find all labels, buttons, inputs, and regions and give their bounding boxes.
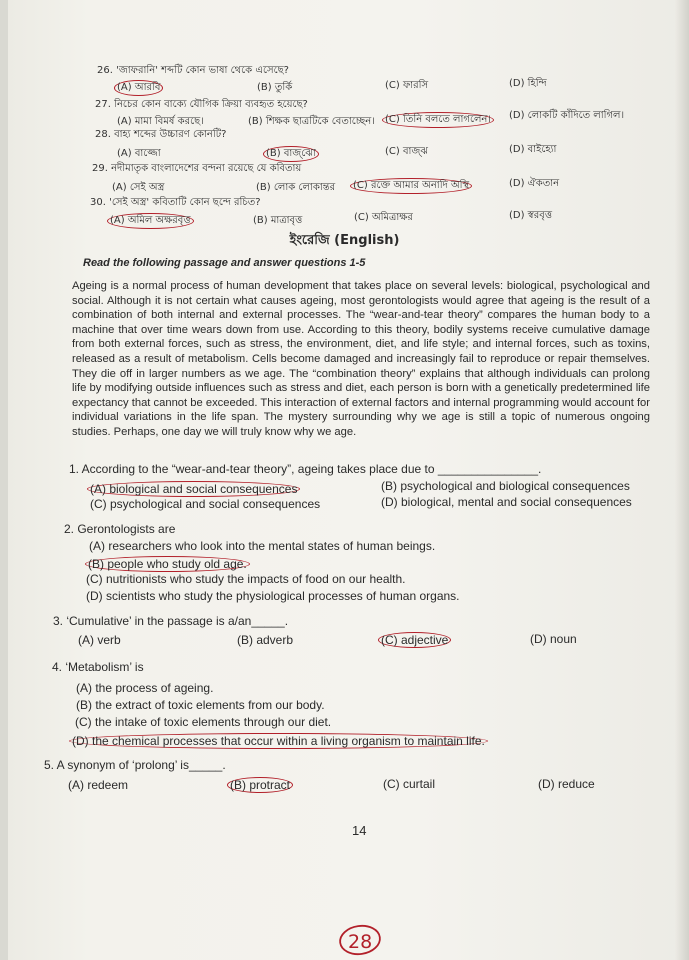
q2-option-b: (B) people who study old age.: [88, 556, 250, 572]
q26-option-a: (A) আরবি: [117, 80, 163, 96]
q3-option-b: (B) adverb: [237, 633, 294, 647]
q28-option-d: (D) বাইহ্যো: [509, 144, 557, 155]
q28-option-c: (C) বাজ্‌ঝ: [385, 146, 428, 157]
q4-option-a: (A) the process of ageing.: [76, 681, 214, 695]
q1-option-d: (D) biological, mental and social consequences: [381, 495, 632, 509]
q5-option-c: (C) curtail: [383, 777, 436, 791]
q4-text: 4. ‘Metabolism’ is: [52, 660, 144, 674]
page-edge-shadow: [675, 0, 689, 960]
q29-option-c: (C) রক্তে আমার অনাদি অস্থি: [353, 178, 472, 194]
q2-text: 2. Gerontologists are: [64, 522, 176, 536]
q30-option-b: (B) মাত্রাবৃত্ত: [253, 215, 303, 226]
q27-option-b: (B) শিক্ষক ছাত্রটিকে বেতাচ্ছেন।: [248, 116, 375, 127]
handwritten-score-mark: [337, 922, 383, 956]
q4-option-c: (C) the intake of toxic elements through our diet.: [75, 715, 332, 729]
q2-option-a: (A) researchers who look into the mental states of human beings.: [89, 539, 436, 553]
section-heading: ইংরেজি (English): [289, 233, 400, 248]
q30-option-a: (A) অমিল অক্ষরবৃত্ত: [110, 213, 194, 229]
q29-option-d: (D) ঐকতান: [509, 178, 560, 189]
q4-option-b: (B) the extract of toxic elements from our body.: [76, 698, 325, 712]
q27-option-d: (D) লোকটি কাঁদিতে লাগিল।: [509, 110, 625, 121]
q3-option-a: (A) verb: [78, 633, 121, 647]
q1-option-b: (B) psychological and biological consequences: [381, 479, 630, 493]
q27-option-a: (A) মামা বিমর্ষ করছে।: [117, 116, 204, 127]
q1-option-c: (C) psychological and social consequences: [90, 497, 321, 511]
q30-option-c: (C) অমিত্রাক্ষর: [354, 212, 413, 223]
passage-instruction: Read the following passage and answer questions 1-5: [83, 257, 366, 269]
q29-option-a: (A) সেই অস্ত্র: [112, 182, 165, 193]
q1-option-a: (A) biological and social consequences: [90, 481, 300, 497]
q5-option-d: (D) reduce: [538, 777, 595, 791]
q26-option-d: (D) হিন্দি: [509, 78, 547, 89]
q27-option-c: (C) তিনি বলতে লাগলেন।: [385, 112, 494, 128]
q3-option-c: (C) adjective: [381, 632, 451, 648]
q28-option-b: (B) বাজ্‌ঝো: [266, 146, 319, 162]
q2-option-c: (C) nutritionists who study the impacts of food on our health.: [86, 572, 406, 586]
page-number: 14: [352, 823, 367, 838]
q5-option-a: (A) redeem: [68, 778, 129, 792]
q5-text: 5. A synonym of ‘prolong’ is_____.: [44, 758, 226, 772]
q5-option-b: (B) protract: [230, 777, 293, 793]
q29-option-b: (B) লোক লোকান্তর: [256, 182, 336, 193]
q26-option-c: (C) ফারসি: [385, 80, 429, 91]
q26-option-b: (B) তুর্কি: [257, 82, 293, 93]
q30-text: 30. 'সেই অস্ত্র' কবিতাটি কোন ছন্দে রচিত?: [90, 197, 261, 208]
q1-text: 1. According to the “wear-and-tear theory”, ageing takes place due to _______________.: [69, 462, 542, 476]
reading-passage: Ageing is a normal process of human development that takes place on several levels: biological, psychological and social. Although it is not certain what causes ageing, most gerontologists would agree that ageing is the result of a combination of both internal and external processes. The “wear-and-tear theory” compares the human body to a machine that over time wears down from use. According to this theory, bodily systems receive cumulative damage from both external forces, such as stress, the environment, diet, and life style; and internal forces, such as toxins, released as a result of metabolism. Cells become damaged and increasingly fail to reproduce or repair themselves. They die off in larger numbers as we age. The “combination theory” explains that although individuals can prolong life by modifying outside influences such as stress and diet, each person is born with a genetically predetermined life expectancy that cannot be exceeded. This interaction of external factors and internal programming would account for individual variations in the life span. The mystery surrounding why we age is still a topic of numerous ongoing studies. Perhaps, one day we will truly know why we age.: [72, 280, 650, 438]
q28-text: 28. বাহ্য শব্দের উচ্চারণ কোনটি?: [95, 129, 227, 140]
q3-text: 3. ‘Cumulative’ in the passage is a/an_____.: [53, 614, 289, 628]
q29-text: 29. নদীমাতৃক বাংলাদেশের বন্দনা রয়েছে যে কবিতায়: [92, 163, 302, 174]
handwritten-score-text: 28: [348, 931, 373, 953]
q2-option-d: (D) scientists who study the physiological processes of human organs.: [86, 589, 460, 603]
q3-option-d: (D) noun: [530, 632, 577, 646]
q27-text: 27. নিচের কোন বাক্যে যৌগিক ক্রিয়া ব্যবহৃত হয়েছে?: [95, 99, 308, 110]
q26-text: 26. 'জাফরানি' শব্দটি কোন ভাষা থেকে এসেছে?: [97, 65, 289, 76]
q28-option-a: (A) বাজ্জো: [117, 148, 161, 159]
q4-option-d: (D) the chemical processes that occur within a living organism to maintain life.: [72, 733, 488, 749]
q30-option-d: (D) স্বরবৃত্ত: [509, 210, 552, 221]
